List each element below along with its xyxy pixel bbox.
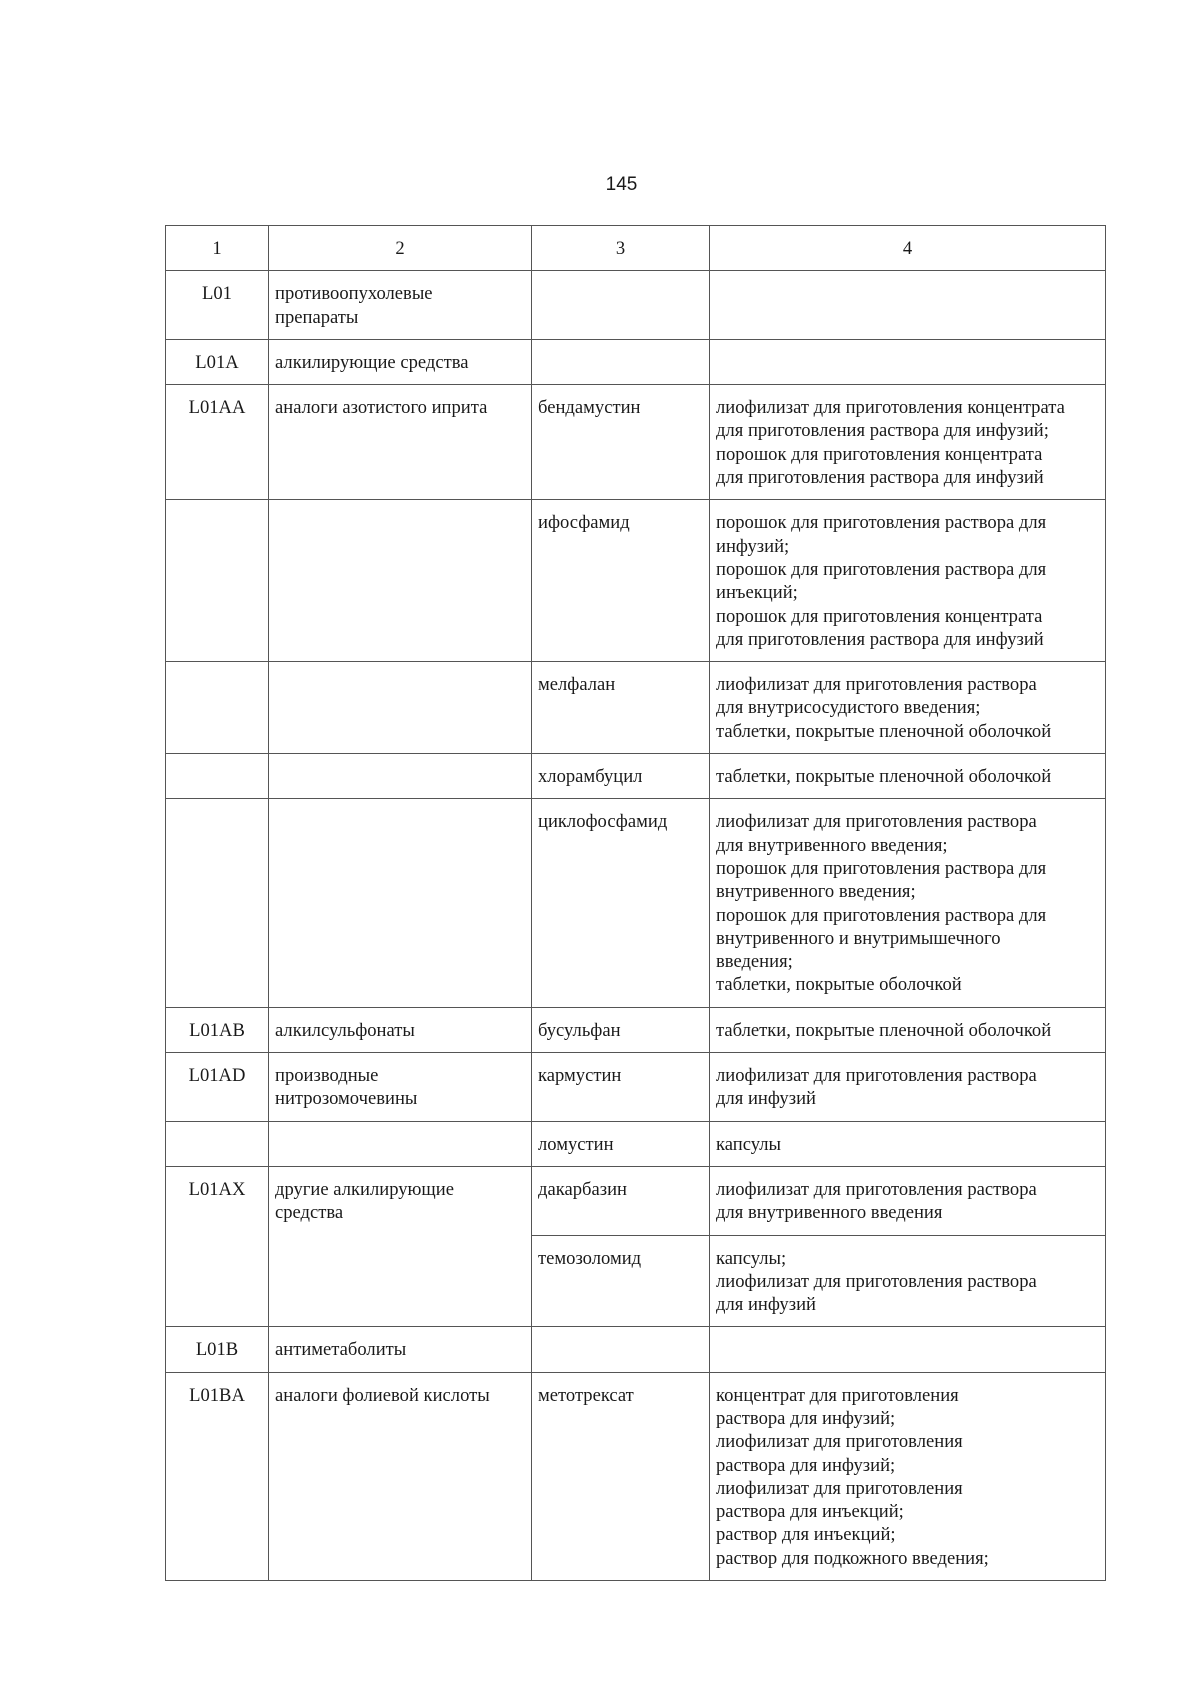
atc-code-cell (166, 754, 269, 799)
atc-code-cell (166, 500, 269, 662)
atc-group-cell: аналоги азотистого иприта (269, 385, 532, 500)
table-row (166, 271, 1106, 340)
drug-name-cell: бендамустин (532, 385, 710, 500)
drug-name-cell: дакарбазин (532, 1166, 710, 1235)
table-row (166, 1372, 1106, 1580)
dosage-forms-cell: лиофилизат для приготовления раствора для внутривенного введения (710, 1166, 1106, 1235)
dosage-forms-cell: лиофилизат для приготовления концентрата для приготовления раствора для инфузий; порошок для приготовления концентрата для приготовления раствора для инфузий (710, 385, 1106, 500)
table-row (166, 1121, 1106, 1166)
column-header-1: 1 (166, 226, 269, 271)
dosage-forms-cell: таблетки, покрытые пленочной оболочкой (710, 1007, 1106, 1052)
atc-group-cell: другие алкилирующие средства (269, 1166, 532, 1326)
atc-group-cell (269, 500, 532, 662)
dosage-forms-cell: концентрат для приготовления раствора для инфузий; лиофилизат для приготовления раствора для инфузий; лиофилизат для приготовления раствора для инъекций; раствор для инъекций; раствор для подкожного введения; (710, 1372, 1106, 1580)
atc-code-cell: L01AA (166, 385, 269, 500)
table-row (166, 799, 1106, 1007)
table-row (166, 1007, 1106, 1052)
atc-group-cell (269, 662, 532, 754)
drug-name-cell: ломустин (532, 1121, 710, 1166)
atc-group-cell (269, 799, 532, 1007)
drug-name-cell: кармустин (532, 1053, 710, 1122)
dosage-forms-cell: лиофилизат для приготовления раствора для инфузий (710, 1053, 1106, 1122)
dosage-forms-cell: таблетки, покрытые пленочной оболочкой (710, 754, 1106, 799)
column-header-2: 2 (269, 226, 532, 271)
atc-code-cell: L01AX (166, 1166, 269, 1326)
atc-code-cell (166, 662, 269, 754)
dosage-forms-cell: порошок для приготовления раствора для инфузий; порошок для приготовления раствора для инъекций; порошок для приготовления концентрата для приготовления раствора для инфузий (710, 500, 1106, 662)
dosage-forms-cell (710, 271, 1106, 340)
atc-code-cell (166, 1121, 269, 1166)
atc-code-cell: L01 (166, 271, 269, 340)
atc-code-cell: L01AD (166, 1053, 269, 1122)
atc-group-cell: антиметаболиты (269, 1327, 532, 1372)
atc-group-cell: алкилирующие средства (269, 339, 532, 384)
drug-name-cell: хлорамбуцил (532, 754, 710, 799)
table-row (166, 339, 1106, 384)
atc-code-cell: L01AB (166, 1007, 269, 1052)
drug-name-cell: темозоломид (532, 1235, 710, 1327)
table-row (166, 1053, 1106, 1122)
atc-code-cell (166, 799, 269, 1007)
dosage-forms-cell: лиофилизат для приготовления раствора для внутривенного введения; порошок для приготовления раствора для внутривенного введения; порошок для приготовления раствора для внутривенного и внутримышечного введения; таблетки, покрытые оболочкой (710, 799, 1106, 1007)
drug-name-cell: ифосфамид (532, 500, 710, 662)
drug-name-cell: циклофосфамид (532, 799, 710, 1007)
table-row (166, 500, 1106, 662)
atc-code-cell: L01A (166, 339, 269, 384)
page-number: 145 (605, 174, 638, 195)
drug-name-cell: мелфалан (532, 662, 710, 754)
table-row (166, 1166, 1106, 1235)
atc-code-cell: L01BA (166, 1372, 269, 1580)
atc-group-cell (269, 754, 532, 799)
atc-group-cell: производные нитрозомочевины (269, 1053, 532, 1122)
atc-code-cell: L01B (166, 1327, 269, 1372)
drug-name-cell (532, 1327, 710, 1372)
atc-group-cell: противоопухолевые препараты (269, 271, 532, 340)
dosage-forms-cell: капсулы (710, 1121, 1106, 1166)
table-row (166, 754, 1106, 799)
table-row (166, 385, 1106, 500)
dosage-forms-cell: капсулы; лиофилизат для приготовления раствора для инфузий (710, 1235, 1106, 1327)
drug-name-cell: бусульфан (532, 1007, 710, 1052)
atc-group-cell: алкилсульфонаты (269, 1007, 532, 1052)
dosage-forms-cell: лиофилизат для приготовления раствора для внутрисосудистого введения; таблетки, покрытые пленочной оболочкой (710, 662, 1106, 754)
column-header-4: 4 (710, 226, 1106, 271)
drug-name-cell (532, 271, 710, 340)
drug-name-cell (532, 339, 710, 384)
column-header-3: 3 (532, 226, 710, 271)
dosage-forms-cell (710, 1327, 1106, 1372)
atc-group-cell: аналоги фолиевой кислоты (269, 1372, 532, 1580)
drug-name-cell: метотрексат (532, 1372, 710, 1580)
atc-group-cell (269, 1121, 532, 1166)
dosage-forms-cell (710, 339, 1106, 384)
table-header-row (166, 226, 1106, 271)
table-row (166, 662, 1106, 754)
drug-list-table (165, 225, 1106, 1581)
table-row (166, 1327, 1106, 1372)
